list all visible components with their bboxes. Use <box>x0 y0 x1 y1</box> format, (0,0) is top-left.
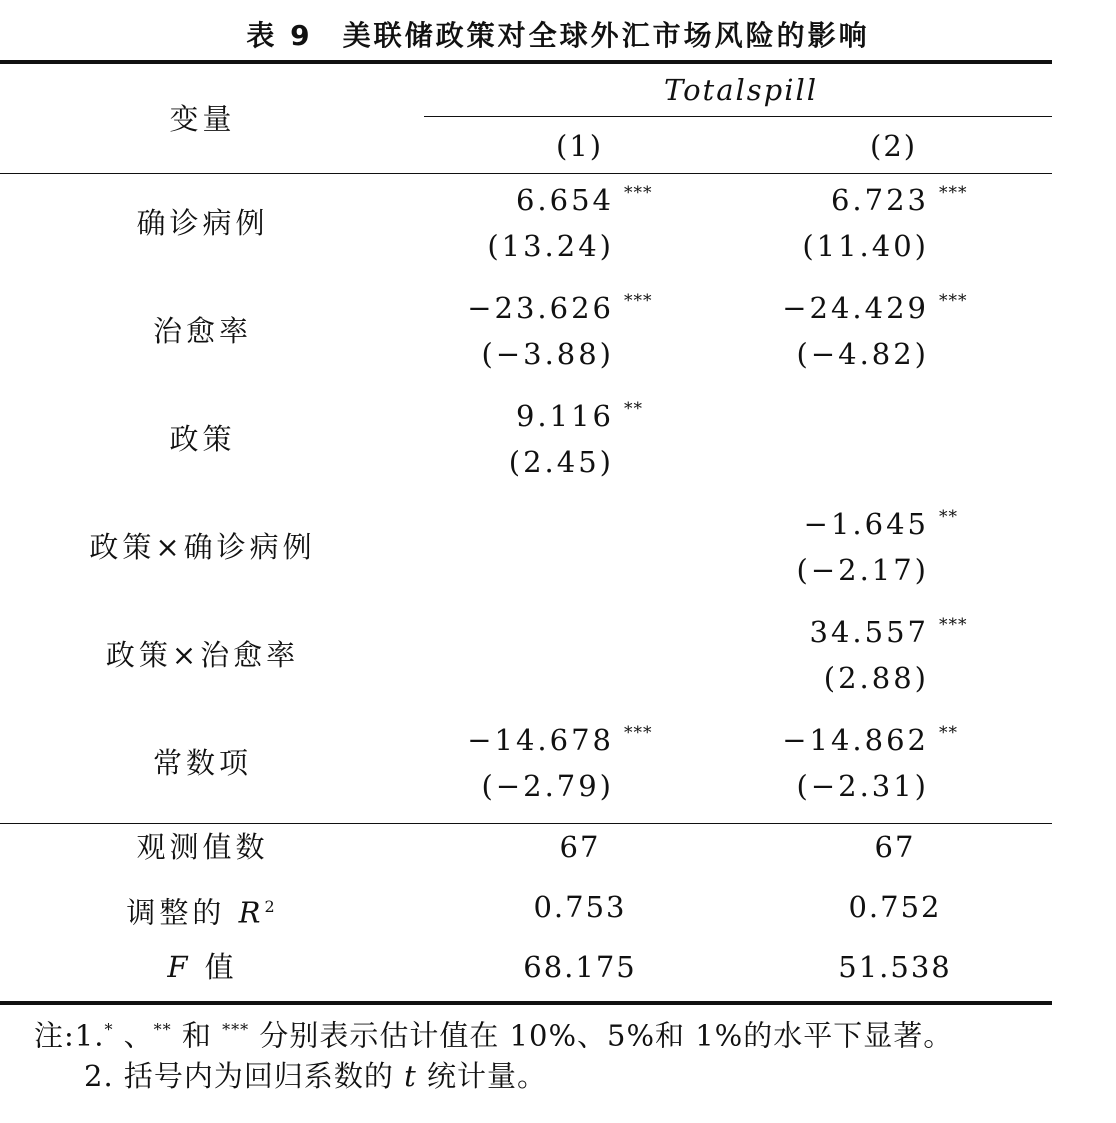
bottom-rule <box>0 1001 1052 1005</box>
significance-stars-col2: *** <box>939 615 968 635</box>
t-statistic-col1: (−2.79) <box>481 769 614 803</box>
coefficient-col2: −14.862 <box>782 723 929 757</box>
stats-rule <box>0 823 1052 824</box>
note-prefix: 注:1. <box>34 1018 105 1053</box>
t-statistic-col1: (13.24) <box>487 229 614 263</box>
coefficient-col1: 6.654 <box>515 183 614 217</box>
note-sep-1: 、 <box>113 1018 154 1053</box>
stat-observations-col2: 67 <box>874 830 916 864</box>
variable-header: 变量 <box>169 102 236 136</box>
dependent-variable-header: Totalspill <box>664 73 819 107</box>
column-header-1: (1) <box>556 129 604 163</box>
f-symbol: F <box>167 950 192 984</box>
stat-observations-col1: 67 <box>559 830 601 864</box>
note-line-1 <box>34 1012 953 1054</box>
significance-stars-col1: *** <box>624 291 653 311</box>
table-title <box>0 14 1116 54</box>
t-statistic-col2: (11.40) <box>802 229 929 263</box>
f-suffix: 值 <box>191 950 238 984</box>
note-star-1: * <box>104 1020 114 1039</box>
significance-stars-col1: ** <box>624 399 643 419</box>
t-statistic-col2: (−2.17) <box>796 553 929 587</box>
adj-r2-symbol: R <box>238 895 265 930</box>
top-rule <box>0 60 1052 64</box>
significance-stars-col2: *** <box>939 183 968 203</box>
note-text-2b: 统计量。 <box>416 1059 547 1093</box>
stat-label-f <box>0 949 405 985</box>
row-label: 常数项 <box>152 746 252 780</box>
significance-stars-col1: *** <box>624 723 653 743</box>
note-t-symbol: t <box>404 1059 417 1093</box>
coefficient-col1: −14.678 <box>467 723 614 757</box>
t-statistic-col2: (−4.82) <box>796 337 929 371</box>
note-text-1: 分别表示估计值在 10%、5%和 1%的水平下显著。 <box>249 1018 954 1053</box>
note-line-2 <box>84 1058 547 1094</box>
coefficient-col2: −24.429 <box>782 291 929 325</box>
t-statistic-col2: (2.88) <box>823 661 929 695</box>
coefficient-col2: 6.723 <box>830 183 929 217</box>
stat-f-col2: 51.538 <box>838 950 952 984</box>
coefficient-col1: 9.116 <box>515 399 614 433</box>
stat-adj-r2-col2: 0.752 <box>848 890 942 924</box>
significance-stars-col1: *** <box>624 183 653 203</box>
table-number: 表 9 <box>246 19 313 52</box>
row-label: 确诊病例 <box>136 206 269 240</box>
t-statistic-col1: (2.45) <box>508 445 614 479</box>
note-star-2: ** <box>153 1020 172 1039</box>
row-label: 治愈率 <box>152 314 252 348</box>
stat-f-col1: 68.175 <box>523 950 637 984</box>
header-rule <box>0 173 1052 174</box>
row-label: 政策×治愈率 <box>105 638 300 672</box>
stat-label-observations: 观测值数 <box>136 830 269 864</box>
significance-stars-col2: ** <box>939 507 958 527</box>
table-caption: 美联储政策对全球外汇市场风险的影响 <box>342 19 870 52</box>
adj-r2-prefix: 调整的 <box>126 895 239 930</box>
coefficient-col2: −1.645 <box>803 507 929 541</box>
significance-stars-col2: *** <box>939 291 968 311</box>
coefficient-col1: −23.626 <box>467 291 614 325</box>
note-text-2a: 2. 括号内为回归系数的 <box>84 1059 405 1093</box>
significance-stars-col2: ** <box>939 723 958 743</box>
t-statistic-col2: (−2.31) <box>796 769 929 803</box>
t-statistic-col1: (−3.88) <box>481 337 614 371</box>
adj-r2-superscript: 2 <box>264 897 279 916</box>
row-label: 政策 <box>169 422 236 456</box>
note-sep-2: 和 <box>171 1018 223 1053</box>
header-sub-rule <box>424 116 1052 117</box>
row-label: 政策×确诊病例 <box>89 530 316 564</box>
note-star-3: *** <box>222 1020 250 1039</box>
coefficient-col2: 34.557 <box>809 615 929 649</box>
stat-adj-r2-col1: 0.753 <box>533 890 627 924</box>
stat-label-adj-r2 <box>0 889 405 931</box>
column-header-2: (2) <box>870 129 918 163</box>
